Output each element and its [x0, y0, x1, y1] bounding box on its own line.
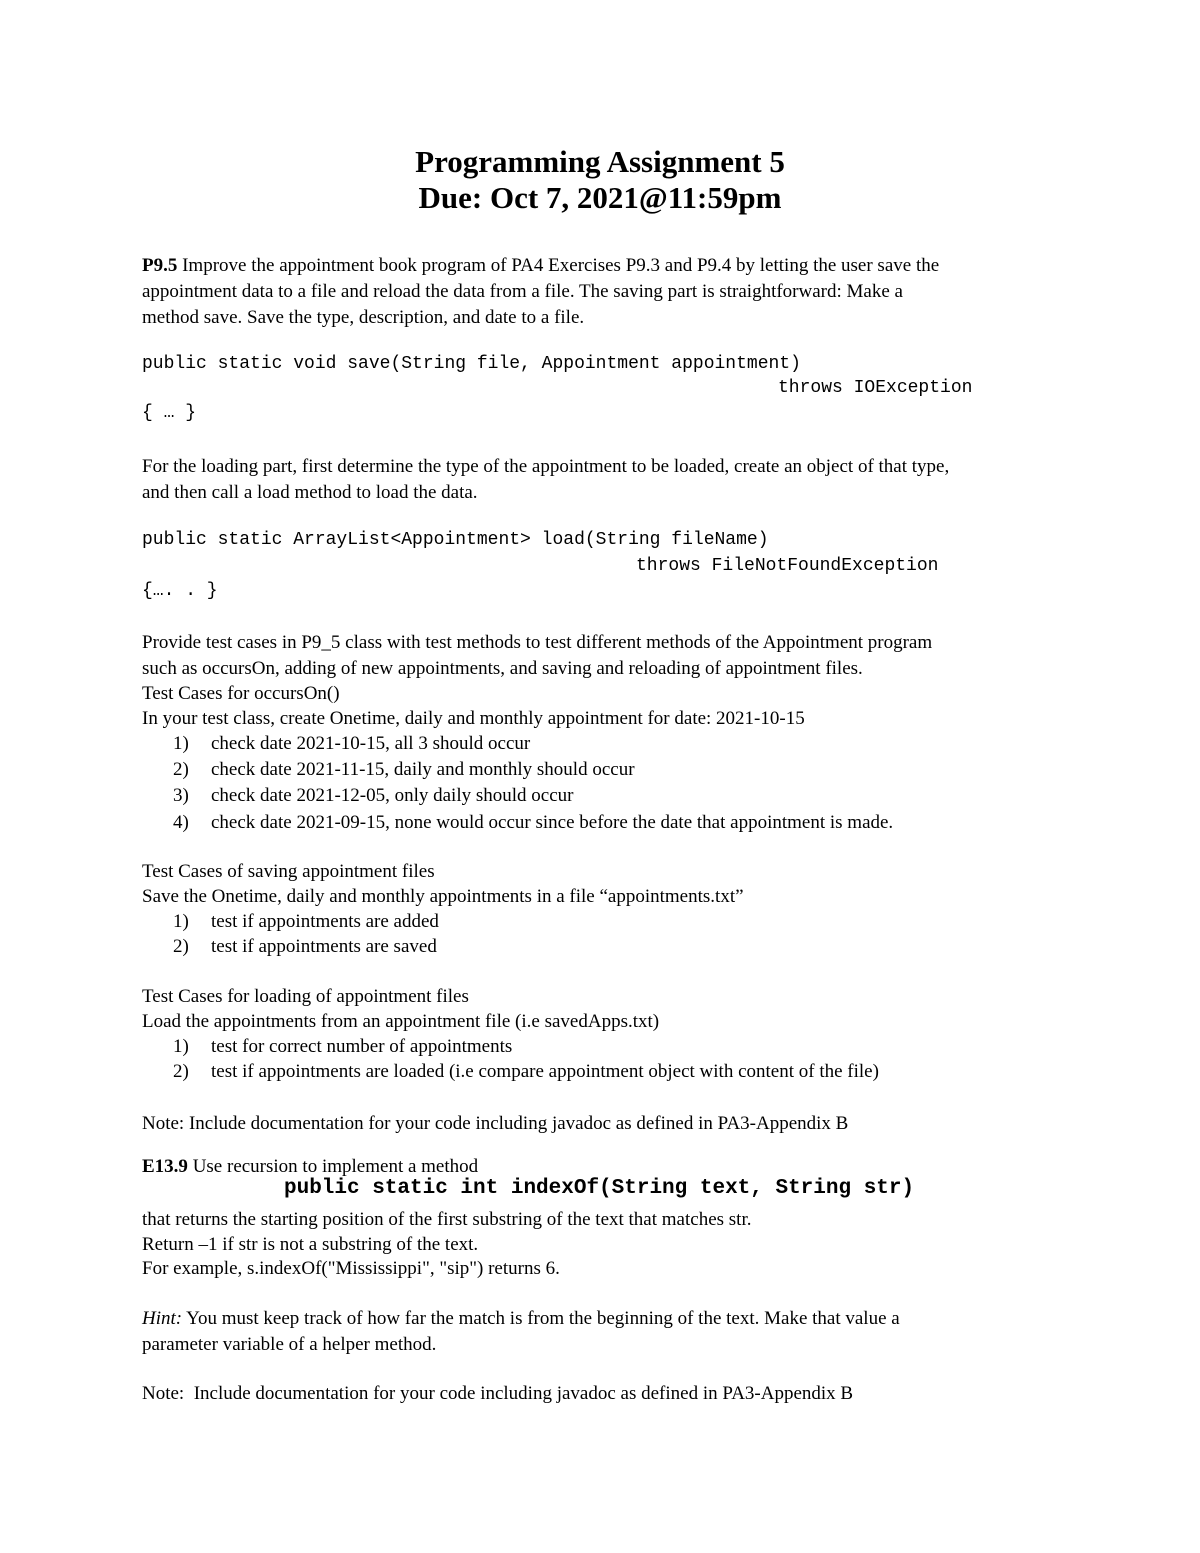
- tests-intro-line-1: Provide test cases in P9_5 class with test methods to test different methods of the Appointment program: [142, 632, 933, 653]
- list-item: [173, 810, 893, 836]
- hint-line-1: [142, 1306, 900, 1332]
- p95-intro-line-1: [142, 253, 939, 279]
- p95-intro-line-3: method save. Save the type, description, and date to a file.: [142, 307, 585, 328]
- occurs-setup: In your test class, create Onetime, daily and monthly appointment for date: 2021-10-15: [142, 708, 805, 729]
- list-item-number: 4): [173, 812, 189, 833]
- list-item-number: 1): [173, 911, 189, 932]
- p95-note: Note: Include documentation for your code including javadoc as defined in PA3-Appendix B: [142, 1113, 849, 1134]
- list-item-text: check date 2021-10-15, all 3 should occur: [211, 733, 531, 754]
- list-item: [173, 783, 573, 809]
- title-line-2: Due: Oct 7, 2021@11:59pm: [418, 180, 782, 215]
- list-item-text: test for correct number of appointments: [211, 1036, 513, 1057]
- e139-line-2: Return –1 if str is not a substring of the text.: [142, 1234, 479, 1255]
- p95-label: P9.5: [142, 255, 178, 276]
- e139-line-3: For example, s.indexOf("Mississippi", "sip") returns 6.: [142, 1258, 560, 1279]
- e139-signature: public static int indexOf(String text, String str): [284, 1177, 915, 1200]
- list-item: [173, 1034, 512, 1060]
- load-code-line-2: throws FileNotFoundException: [636, 556, 939, 576]
- list-item-text: test if appointments are loaded (i.e compare appointment object with content of the file): [211, 1061, 879, 1082]
- list-item-number: 2): [173, 1061, 189, 1082]
- hint-label: Hint:: [142, 1308, 183, 1329]
- list-item-number: 3): [173, 785, 189, 806]
- list-item-number: 2): [173, 759, 189, 780]
- list-item-text: check date 2021-11-15, daily and monthly should occur: [211, 759, 635, 780]
- list-item-text: test if appointments are saved: [211, 936, 437, 957]
- list-item: [173, 909, 439, 935]
- list-item-number: 1): [173, 1036, 189, 1057]
- saving-heading: Test Cases of saving appointment files: [142, 861, 435, 882]
- load-code-line-3: {…. . }: [142, 581, 218, 601]
- load-code-line-1: public static ArrayList<Appointment> load(String fileName): [142, 530, 769, 550]
- list-item-number: 2): [173, 936, 189, 957]
- save-code-line-2: throws IOException: [778, 378, 973, 398]
- load-text-line-1: For the loading part, first determine the type of the appointment to be loaded, create an object of that type,: [142, 456, 950, 477]
- e139-intro-text: Use recursion to implement a method: [187, 1156, 479, 1177]
- e139-line-1: that returns the starting position of the first substring of the text that matches str.: [142, 1209, 752, 1230]
- saving-setup: Save the Onetime, daily and monthly appointments in a file “appointments.txt”: [142, 886, 744, 907]
- p95-intro-text: Improve the appointment book program of PA4 Exercises P9.3 and P9.4 by letting the user save the: [177, 255, 940, 276]
- title-line-1: Programming Assignment 5: [415, 144, 785, 179]
- loading-heading: Test Cases for loading of appointment files: [142, 986, 469, 1007]
- list-item: [173, 1059, 879, 1085]
- save-code-line-1: public static void save(String file, Appointment appointment): [142, 354, 801, 374]
- list-item-text: check date 2021-09-15, none would occur since before the date that appointment is made.: [211, 812, 894, 833]
- hint-line-2: parameter variable of a helper method.: [142, 1334, 437, 1355]
- list-item-number: 1): [173, 733, 189, 754]
- occurs-heading: Test Cases for occursOn(): [142, 683, 340, 704]
- hint-text: You must keep track of how far the match is from the beginning of the text. Make that value a: [182, 1308, 900, 1329]
- list-item: [173, 934, 437, 960]
- list-item-text: check date 2021-12-05, only daily should occur: [211, 785, 574, 806]
- tests-intro-line-2: such as occursOn, adding of new appointments, and saving and reloading of appointment files.: [142, 658, 863, 679]
- load-text-line-2: and then call a load method to load the data.: [142, 482, 478, 503]
- e139-label: E13.9: [142, 1156, 188, 1177]
- save-code-line-3: { … }: [142, 403, 197, 423]
- p95-intro-line-2: appointment data to a file and reload the data from a file. The saving part is straightforward: Make a: [142, 281, 903, 302]
- list-item: [173, 757, 635, 783]
- loading-setup: Load the appointments from an appointment file (i.e savedApps.txt): [142, 1011, 660, 1032]
- list-item: [173, 731, 530, 757]
- e139-note: Note: Include documentation for your code including javadoc as defined in PA3-Appendix B: [142, 1383, 854, 1404]
- list-item-text: test if appointments are added: [211, 911, 439, 932]
